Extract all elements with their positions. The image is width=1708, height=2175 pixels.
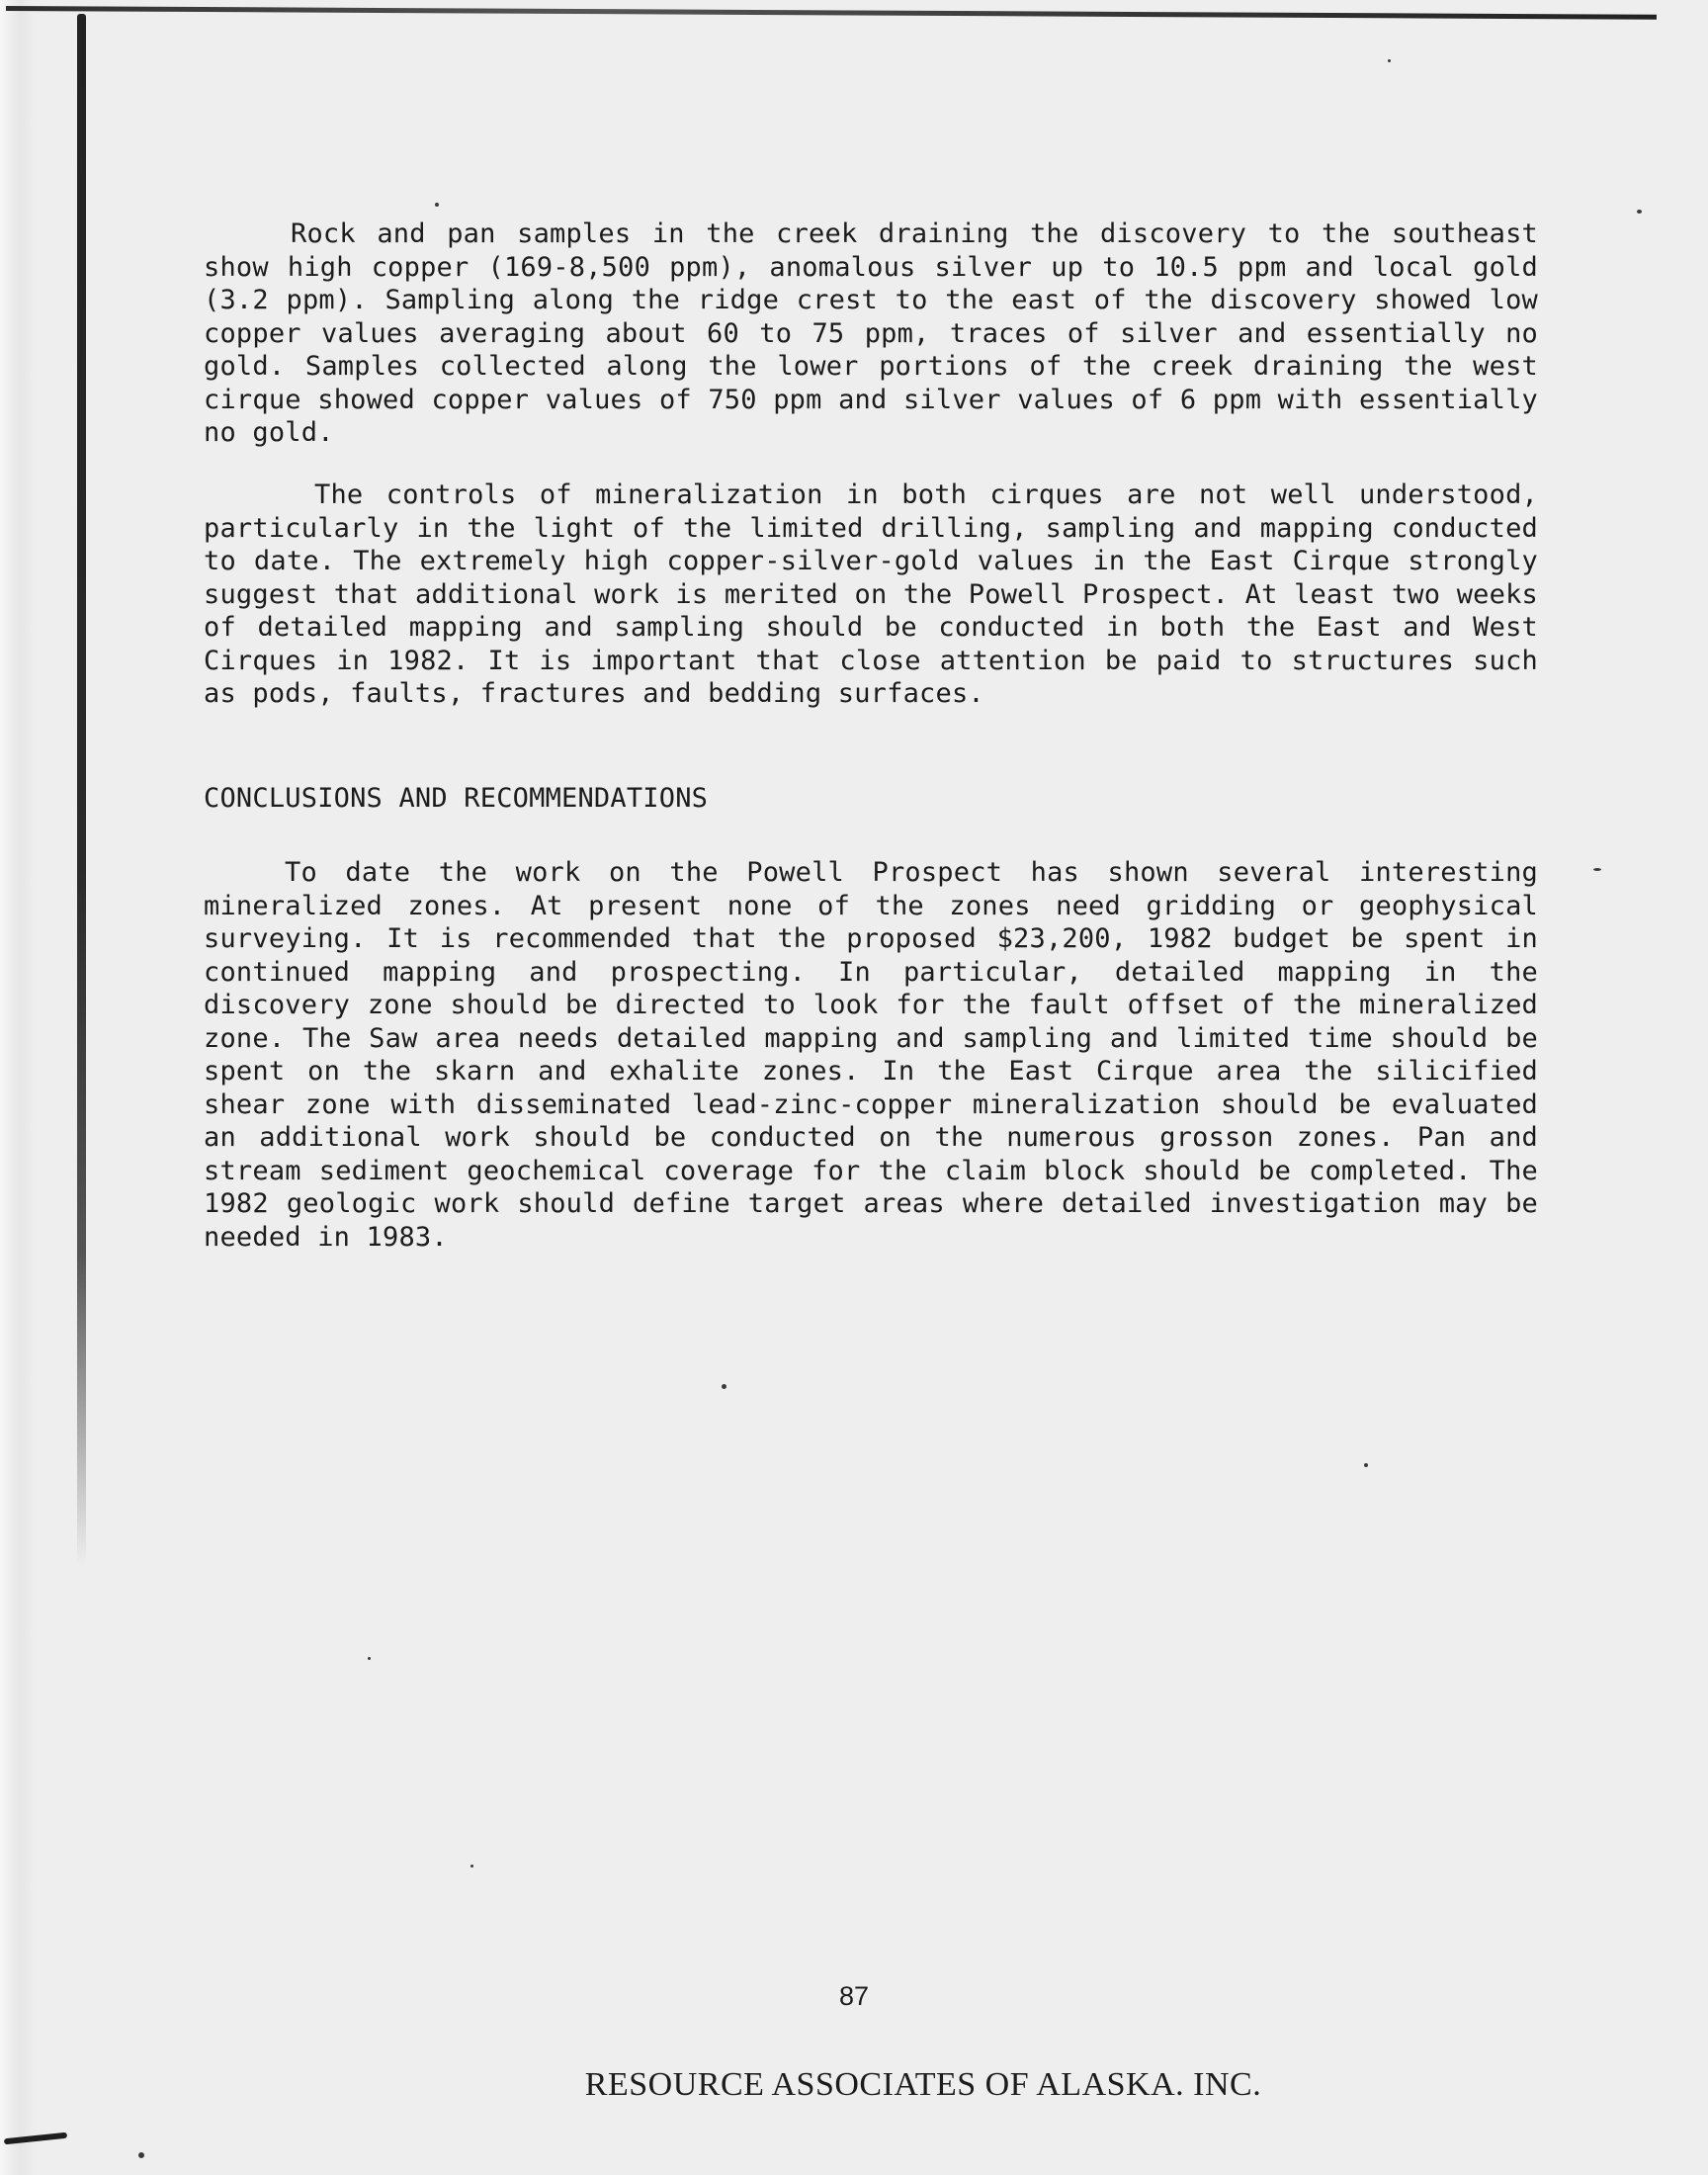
binder-line [77,14,86,1566]
speck [470,1865,473,1868]
paragraph-mineralization-controls: The controls of mineralization in both cirques are not well understood, particularly in the light of the limited drilling, sampling and mapping conducted to date. The extremely high copper-silver-gold values in the East Cirque strongly suggest that additional work is merited on the Powell Prospect. At least two weeks of detailed mapping and sampling should be conducted in both the East and West Cirques in 1982. It is important that close attention be paid to structures such as pods, faults, fractures and bedding surfaces. [204,479,1538,709]
section-heading: CONCLUSIONS AND RECOMMENDATIONS [204,783,709,814]
paragraph-sampling-results: Rock and pan samples in the creek draining the discovery to the southeast show high copper (169-8,500 ppm), anomalous silver up to 10.5 ppm and local gold (3.2 ppm). Sampling along the ridge crest to the east of the discovery showed low copper values averaging about 60 to 75 ppm, traces of silver and essentially no gold. Samples collected along the lower portions of the creek draining the west cirque showed copper values of 750 ppm and silver values of 6 ppm with essentially no gold. [204,218,1538,448]
speck [1364,1463,1368,1467]
scan-left-edge [0,0,34,2175]
speck [1593,868,1601,871]
top-rule [6,6,1657,20]
paragraph-conclusions: To date the work on the Powell Prospect has shown several interesting mineralized zones. At present none of the zones need gridding or geophysical surveying. It is recommended that the proposed $23,200, 1982 budget be spent in continued mapping and prospecting. In particular, detailed mapping in the discovery zone should be directed to look for the fault offset of the mineralized zone. The Saw area needs detailed mapping and sampling and limited time should be spent on the skarn and exhalite zones. In the East Cirque area the silicified shear zone with disseminated lead-zinc-copper mineralization should be evaluated an additional work should be conducted on the numerous grosson zones. Pan and stream sediment geochemical coverage for the claim block should be completed. The 1982 geologic work should define target areas where detailed investigation may be needed in 1983. [204,857,1538,1253]
speck [722,1384,726,1389]
speck [368,1657,371,1660]
page-number: 87 [838,1981,870,2011]
speck [435,203,439,207]
speck [1388,59,1391,62]
speck [138,2152,144,2158]
footer-company-name: RESOURCE ASSOCIATES OF ALASKA. INC. [584,2066,1262,2103]
speck [1637,210,1642,214]
